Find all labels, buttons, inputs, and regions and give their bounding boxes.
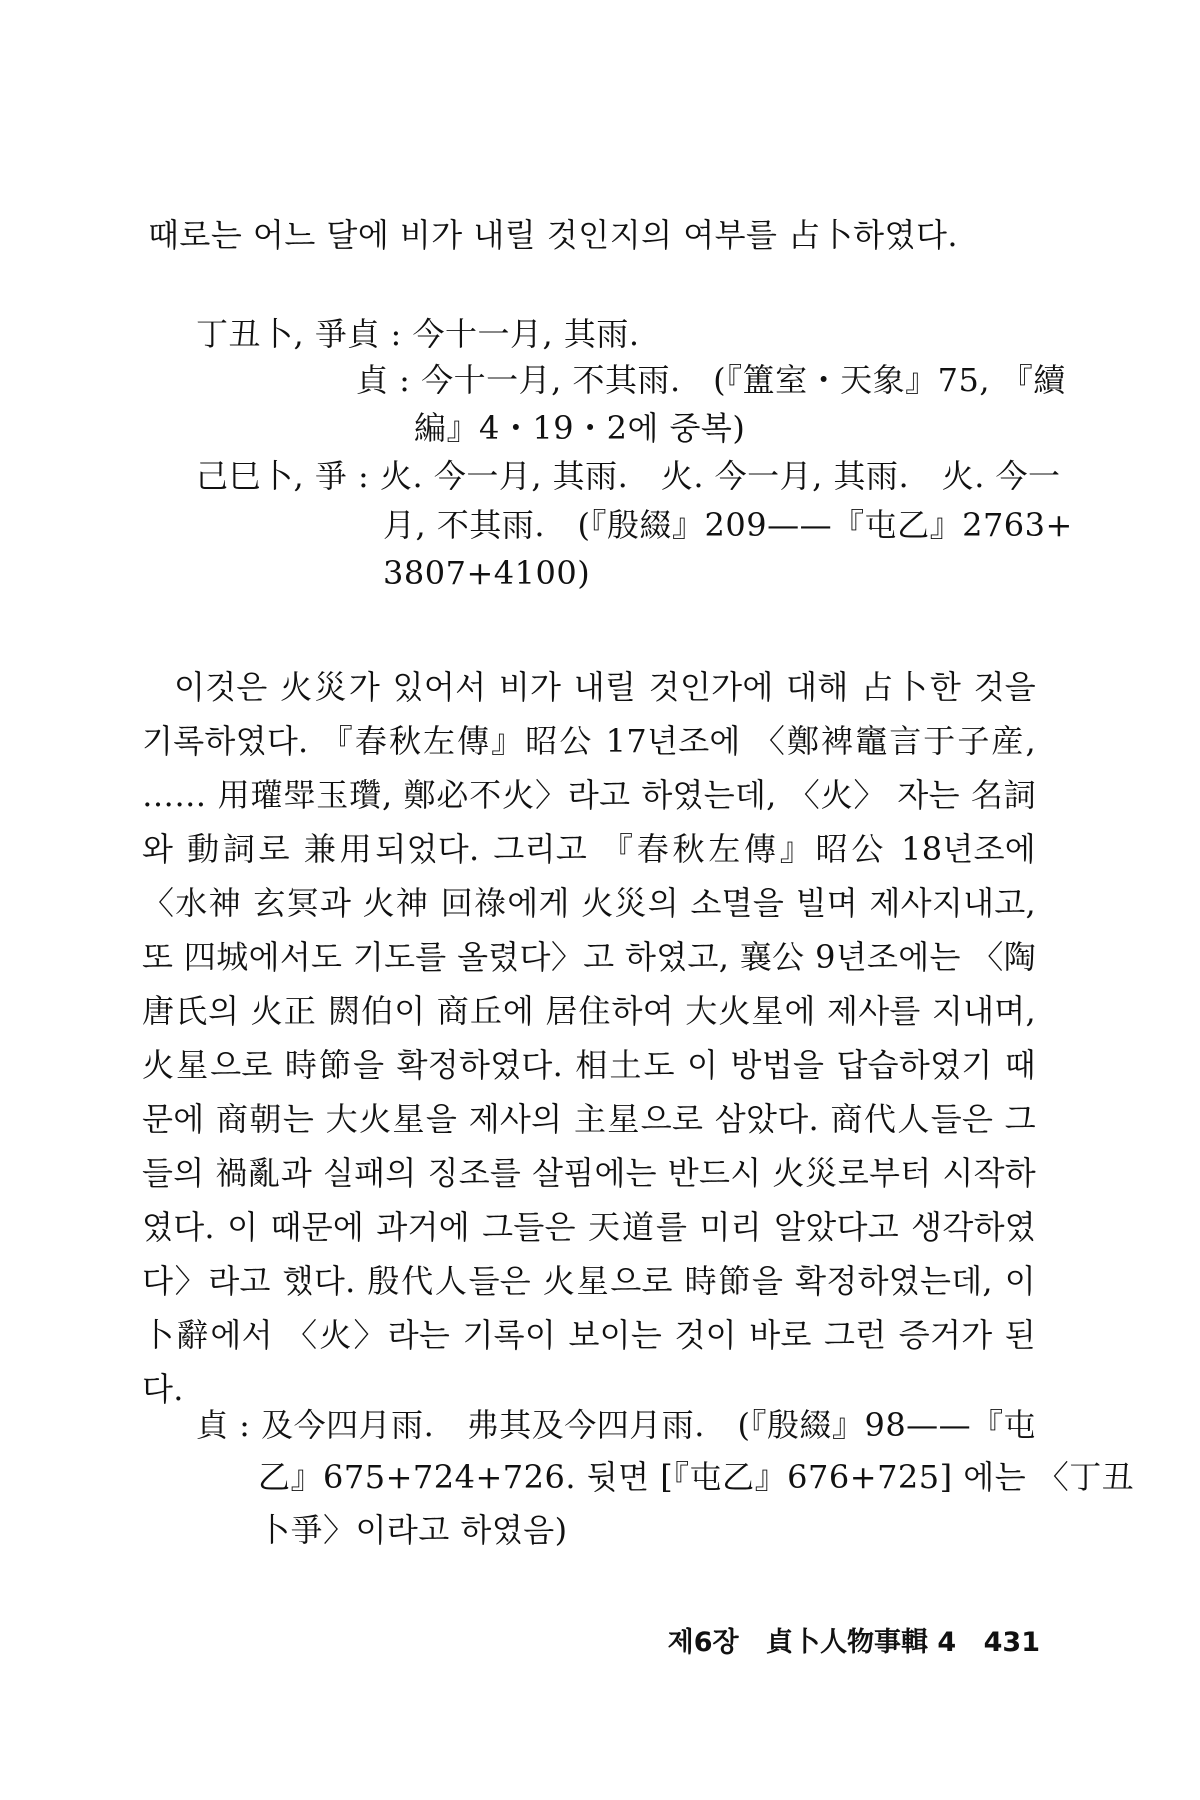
quote2-line3: 卜爭〉이라고 하였음) (258, 1511, 568, 1549)
footer-chapter: 제6장 (667, 1627, 739, 1658)
quote2-line2: 乙』675+724+726. 뒷면 [『屯乙』676+725] 에는 〈丁丑 (258, 1458, 1135, 1496)
quote1-line3: 編』4・19・2에 중복) (414, 409, 746, 447)
quote1-line5: 月, 不其雨. (『殷綴』209——『屯乙』2763+ (383, 506, 1073, 544)
intro-line: 때로는 어느 달에 비가 내릴 것인지의 여부를 占卜하였다. (148, 216, 959, 254)
quote1-line4: 己巳卜, 爭 : 火. 今一月, 其雨. 火. 今一月, 其雨. 火. 今一 (196, 457, 1061, 495)
commentary-paragraph: 이것은 火災가 있어서 비가 내릴 것인가에 대해 占卜한 것을 기록하였다. 『春秋左傳』昭公 17년조에 〈鄭裨竈言于子産, …… 用瓘斝玉瓚, 鄭必不火〉라고 하였는데, 〈火〉 자는 名詞와 動詞로 兼用되었다. 그리고 『春秋左傳』昭公 18년조에 〈水神 玄冥과 火神 回祿에게 火災의 소멸을 빌며 제사지내고, 또 四城에서도 기도를 올렸다〉고 하였고, 襄公 9년조에는 〈陶唐氏의 火正 閼伯이 商丘에 居住하여 大火星에 제사를 지내며, 火星으로 時節을 확정하였다. 相土도 이 방법을 답습하였기 때문에 商朝는 大火星을 제사의 主星으로 삼았다. 商代人들은 그들의 禍亂과 실패의 징조를 살핌에는 반드시 火災로부터 시작하였다. 이 때문에 과거에 그들은 天道를 미리 알았다고 생각하였다〉라고 했다. 殷代人들은 火星으로 時節을 확정하였는데, 이 卜辭에서 〈火〉라는 기록이 보이는 것이 바로 그런 증거가 된다. (142, 668, 1036, 1408)
page-number: 431 (983, 1627, 1040, 1658)
quote1-line1: 丁丑卜, 爭貞 : 今十一月, 其雨. (196, 315, 640, 353)
quote2-line1: 貞 : 及今四月雨. 弗其及今四月雨. (『殷綴』98——『屯 (196, 1406, 1037, 1444)
footer-title: 貞卜人物事輯 4 (766, 1627, 957, 1658)
quote1-line2: 貞 : 今十一月, 不其雨. (『簠室・天象』75, 『續 (356, 361, 1066, 399)
quote1-line6: 3807+4100) (383, 554, 591, 592)
running-footer (668, 1620, 1040, 1659)
